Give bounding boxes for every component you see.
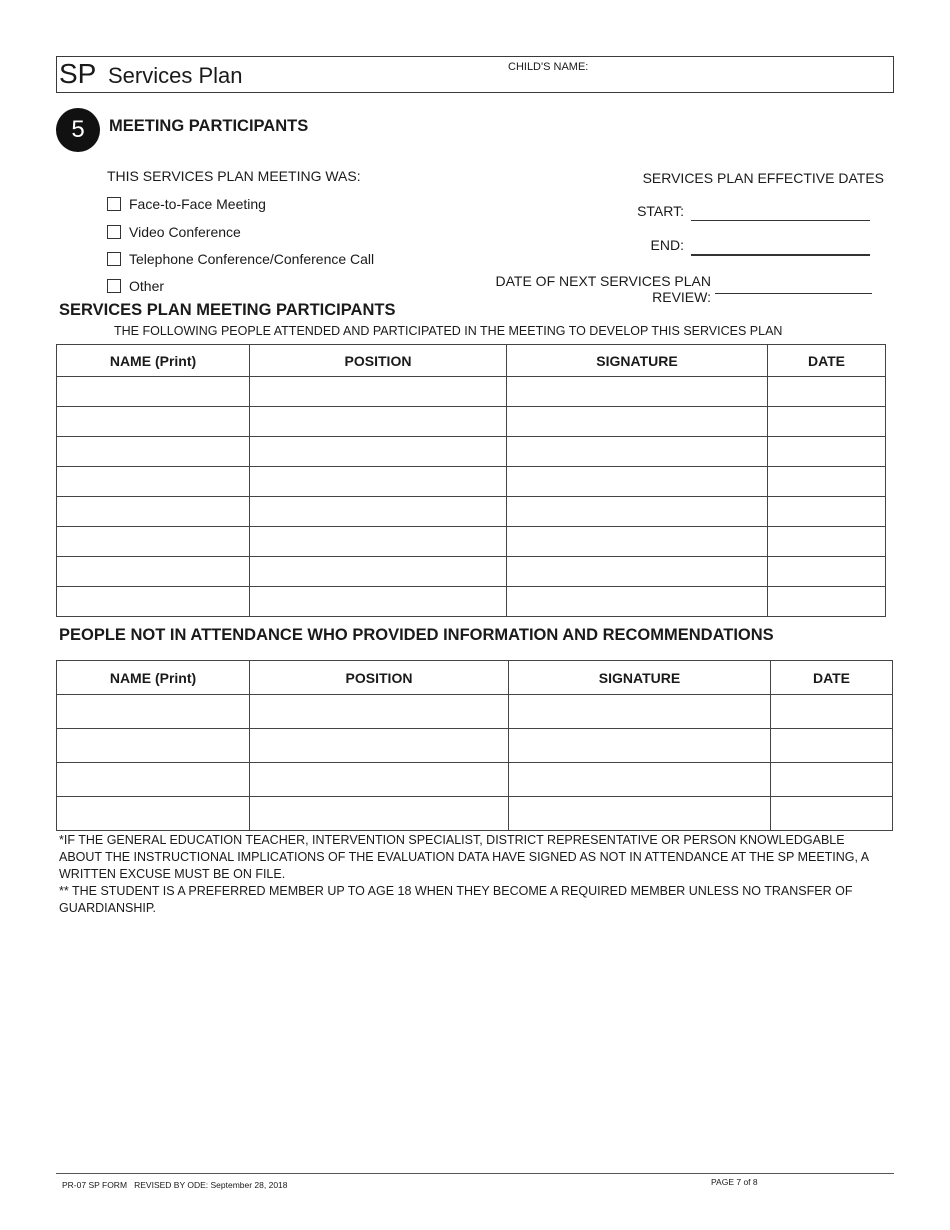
date-cell[interactable] [768,497,886,527]
position-cell[interactable] [250,407,507,437]
option-label: Video Conference [129,224,241,240]
column-header-signature: SIGNATURE [507,345,768,377]
signature-cell[interactable] [507,587,768,617]
date-cell[interactable] [768,467,886,497]
signature-cell[interactable] [509,763,771,797]
date-cell[interactable] [768,437,886,467]
participants-heading: SERVICES PLAN MEETING PARTICIPANTS [59,301,396,319]
position-cell[interactable] [250,497,507,527]
name-cell[interactable] [57,797,250,831]
signature-cell[interactable] [509,729,771,763]
position-cell[interactable] [250,377,507,407]
position-cell[interactable] [250,557,507,587]
position-cell[interactable] [250,587,507,617]
section-number-badge: 5 [56,108,100,152]
footer-page-number: PAGE 7 of 8 [711,1177,758,1187]
position-cell[interactable] [250,763,509,797]
position-cell[interactable] [250,695,509,729]
table-row [57,797,893,831]
table-row [57,527,886,557]
date-cell[interactable] [771,797,893,831]
not-attending-table [56,660,893,831]
checkbox[interactable] [107,279,121,293]
footnote-student: ** THE STUDENT IS A PREFERRED MEMBER UP TO AGE 18 WHEN THEY BECOME A REQUIRED MEMBER UNLESS NO TRANSFER OF GUARDIANSHIP. [59,884,853,915]
checkbox[interactable] [107,197,121,211]
not-attending-heading: PEOPLE NOT IN ATTENDANCE WHO PROVIDED INFORMATION AND RECOMMENDATIONS [59,626,774,644]
footer-form-revision: PR-07 SP FORM REVISED BY ODE: September 28, 2018 [62,1180,288,1190]
column-header-position: POSITION [250,661,509,695]
name-cell[interactable] [57,377,250,407]
option-label: Other [129,278,165,294]
next-review-label: DATE OF NEXT SERVICES PLAN REVIEW: [495,273,711,305]
table-header-row [57,661,893,695]
form-code: SP [59,58,97,89]
table-row [57,557,886,587]
end-date-field[interactable] [691,254,870,256]
column-header-date: DATE [768,345,886,377]
option-label: Telephone Conference/Conference Call [129,251,375,267]
position-cell[interactable] [250,729,509,763]
participants-table [56,344,886,617]
position-cell[interactable] [250,797,509,831]
name-cell[interactable] [57,557,250,587]
date-cell[interactable] [768,557,886,587]
table-header-row [57,345,886,377]
child-name-label: CHILD'S NAME: [508,61,589,73]
signature-cell[interactable] [509,695,771,729]
column-header-position: POSITION [250,345,507,377]
signature-cell[interactable] [507,467,768,497]
next-review-date-field[interactable] [715,293,872,294]
name-cell[interactable] [57,467,250,497]
form-title: Services Plan [108,63,243,88]
date-cell[interactable] [771,763,893,797]
start-date-label: START: [637,203,684,219]
effective-dates-label: SERVICES PLAN EFFECTIVE DATES [642,170,884,186]
name-cell[interactable] [57,763,250,797]
table-row [57,467,886,497]
checkbox[interactable] [107,252,121,266]
position-cell[interactable] [250,437,507,467]
table-row [57,377,886,407]
footnote-excuse: *IF THE GENERAL EDUCATION TEACHER, INTERVENTION SPECIALIST, DISTRICT REPRESENTATIVE OR PERSON KNOWLEDGABLE ABOUT THE INSTRUCTIONAL IMPLICATIONS OF THE EVALUATION DATA HAVE SIGNED AS NOT IN ATTENDANCE AT THE SP MEETING, A WRITTEN EXCUSE MUST BE ON FILE. [59,833,869,881]
date-cell[interactable] [768,587,886,617]
date-cell[interactable] [768,377,886,407]
column-header-signature: SIGNATURE [509,661,771,695]
position-cell[interactable] [250,467,507,497]
signature-cell[interactable] [507,497,768,527]
table-row [57,695,893,729]
name-cell[interactable] [57,437,250,467]
table-row [57,437,886,467]
date-cell[interactable] [771,729,893,763]
name-cell[interactable] [57,587,250,617]
table-row [57,587,886,617]
table-row [57,729,893,763]
signature-cell[interactable] [507,437,768,467]
option-telephone-conference[interactable] [107,250,374,268]
signature-cell[interactable] [507,557,768,587]
position-cell[interactable] [250,527,507,557]
name-cell[interactable] [57,729,250,763]
date-cell[interactable] [771,695,893,729]
option-video-conference[interactable] [107,223,241,241]
signature-cell[interactable] [507,527,768,557]
table-row [57,497,886,527]
name-cell[interactable] [57,407,250,437]
end-date-label: END: [650,237,684,253]
meeting-type-label: THIS SERVICES PLAN MEETING WAS: [107,168,361,184]
column-header-date: DATE [771,661,893,695]
signature-cell[interactable] [507,377,768,407]
column-header-name: NAME (Print) [57,345,250,377]
section-title: MEETING PARTICIPANTS [109,117,309,135]
name-cell[interactable] [57,497,250,527]
column-header-name: NAME (Print) [57,661,250,695]
checkbox[interactable] [107,225,121,239]
participants-subheading: THE FOLLOWING PEOPLE ATTENDED AND PARTICIPATED IN THE MEETING TO DEVELOP THIS SERVICES PLAN [114,324,783,338]
signature-cell[interactable] [507,407,768,437]
option-other[interactable] [107,277,164,295]
signature-cell[interactable] [509,797,771,831]
option-label: Face-to-Face Meeting [129,196,266,212]
footnotes [59,832,889,917]
footer-divider [56,1173,894,1174]
name-cell[interactable] [57,695,250,729]
option-face-to-face[interactable] [107,195,266,213]
name-cell[interactable] [57,527,250,557]
table-row [57,407,886,437]
table-row [57,763,893,797]
date-cell[interactable] [768,407,886,437]
date-cell[interactable] [768,527,886,557]
start-date-field[interactable] [691,220,870,221]
